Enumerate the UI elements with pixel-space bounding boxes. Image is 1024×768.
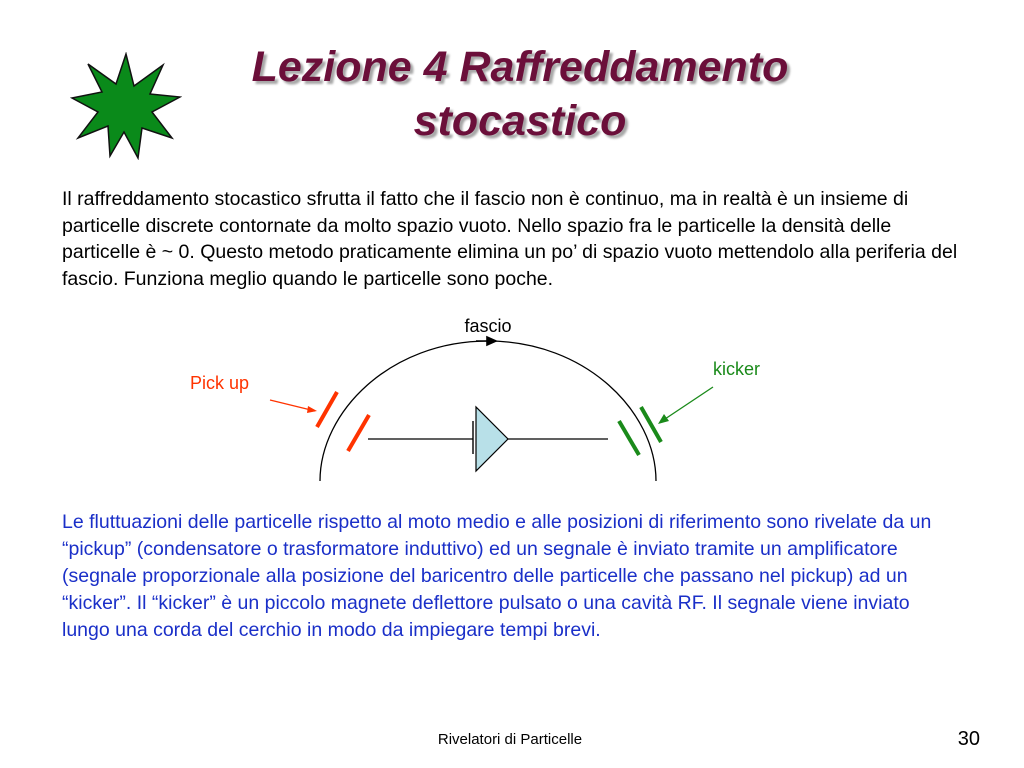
amplifier-triangle <box>476 407 508 471</box>
slide-title <box>170 40 870 148</box>
stochastic-cooling-diagram <box>150 300 850 500</box>
intro-paragraph: Il raffreddamento stocastico sfrutta il fatto che il fascio non è continuo, ma in realtà è un insieme di particelle discrete contornate da molto spazio vuoto. Nello spazio fra le particelle la densità delle particelle è ~ 0. Questo metodo praticamente elimina un po’ di spazio vuoto mettendolo alla periferia del fascio. Funziona meglio quando le particelle sono poche. <box>62 188 958 290</box>
green-star-burst-icon <box>70 52 182 160</box>
pickup-electrode-inner <box>348 415 369 451</box>
page-number: 30 <box>957 728 980 750</box>
slide-title-line1: Lezione 4 Raffreddamento <box>251 43 789 91</box>
slide-title-line2: stocastico <box>413 97 627 145</box>
kicker-label: kicker <box>713 359 761 379</box>
kicker-pointer-arrow <box>662 387 713 421</box>
pickup-electrode-outer <box>317 392 337 427</box>
beam-direction-arrow <box>476 337 496 345</box>
explanation-paragraph: Le fluttuazioni delle particelle rispetto al moto medio e alle posizioni di riferimento sono rivelate da un “pickup” (condensatore o trasformatore induttivo) ed un segnale è inviato tramite un amplificatore (segnale proporzionale alla posizione del baricentro delle particelle che passano nel pickup) ad un “kicker”. Il “kicker” è un piccolo magnete deflettore pulsato o una cavità RF. Il segnale viene inviato lungo una corda del cerchio in modo da impiegare tempi brevi. <box>62 511 932 641</box>
kicker-electrode-outer <box>641 407 661 442</box>
beam-label: fascio <box>464 316 512 336</box>
footer-course-title: Rivelatori di Particelle <box>437 731 583 748</box>
beam-arc <box>320 341 656 481</box>
kicker-electrode-inner <box>619 421 639 455</box>
pickup-label: Pick up <box>190 373 250 393</box>
